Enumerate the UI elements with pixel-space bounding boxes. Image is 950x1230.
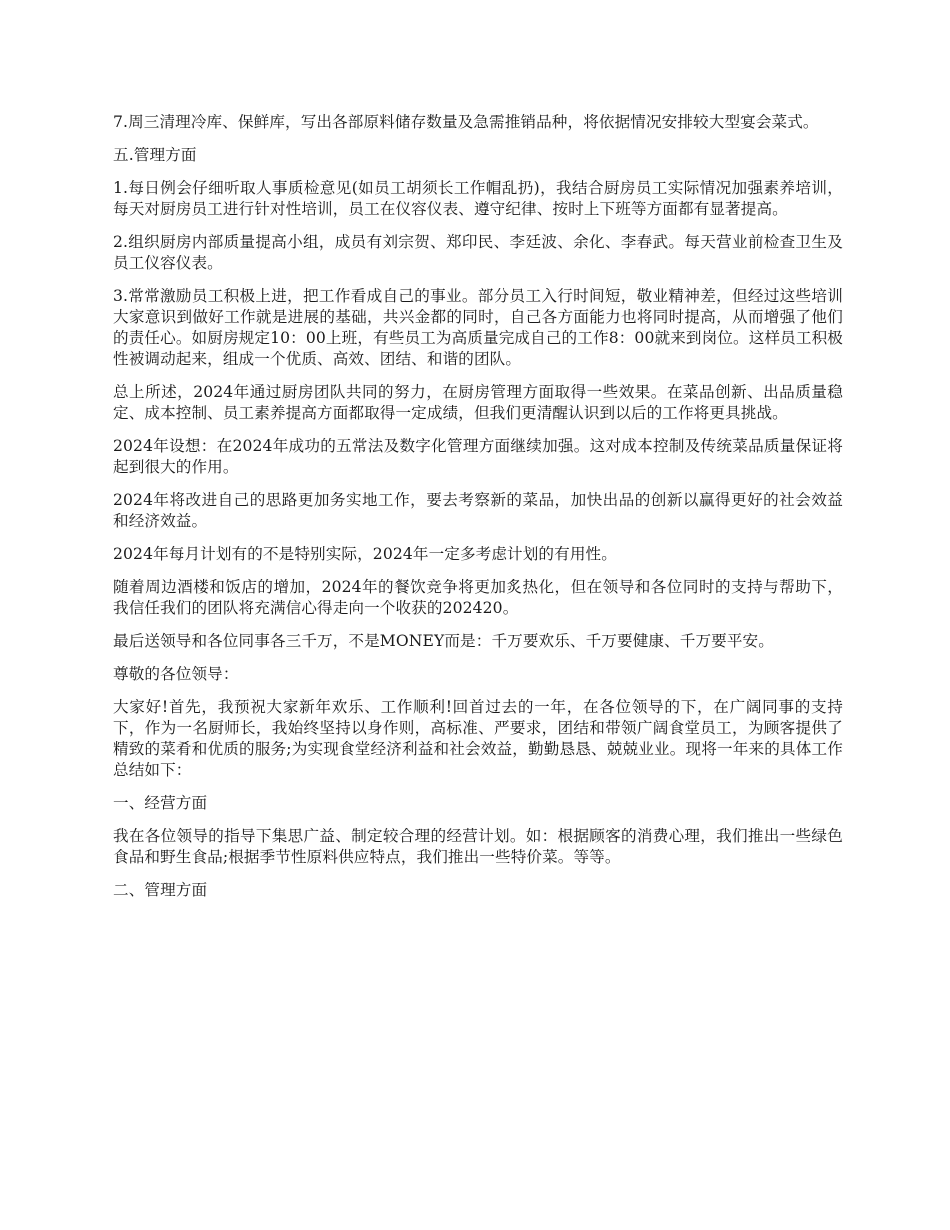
paragraph-operations-plan: 我在各位领导的指导下集思广益、制定较合理的经营计划。如：根据顾客的消费心理，我们推出一些绿色食品和野生食品;根据季节性原料供应特点，我们推出一些特价菜。等等。 <box>113 827 843 866</box>
paragraph-item-3-motivation: 3.常常激励员工积极上进，把工作看成自己的事业。部分员工入行时间短，敬业精神差，但经过这些培训大家意识到做好工作就是进展的基础，共兴金都的同时，自己各方面能力也将同时提高，从而增强了他们的责任心。如厨房规定10：00上班，有些员工为高质量完成自己的工作8：00就来到岗位。这样员工积极性被调动起来，组成一个优质、高效、团结、和谐的团队。 <box>113 287 843 368</box>
paragraph-competition: 随着周边酒楼和饭店的增加，2024年的餐饮竞争将更加炙热化，但在领导和各位同时的支持与帮助下，我信任我们的团队将充满信心得走向一个收获的202420。 <box>113 578 843 617</box>
paragraph-item-2-quality-group: 2.组织厨房内部质量提高小组，成员有刘宗贺、郑印民、李廷波、余化、李春武。每天营业前检查卫生及员工仪容仪表。 <box>113 233 843 272</box>
section-heading-operations: 一、经营方面 <box>113 794 208 812</box>
section-heading-management-2: 二、管理方面 <box>113 881 208 899</box>
paragraph-improve-2024: 2024年将改进自己的思路更加务实地工作，要去考察新的菜品，加快出品的创新以赢得更好的社会效益和经济效益。 <box>113 491 843 530</box>
paragraph-summary: 总上所述，2024年通过厨房团队共同的努力，在厨房管理方面取得一些效果。在菜品创新、出品质量稳定、成本控制、员工素养提高方面都取得一定成绩，但我们更清醒认识到以后的工作将更具挑战。 <box>113 383 843 422</box>
paragraph-plan-2024: 2024年设想：在2024年成功的五常法及数字化管理方面继续加强。这对成本控制及传统菜品质量保证将起到很大的作用。 <box>113 437 843 476</box>
salutation: 尊敬的各位领导： <box>113 665 239 683</box>
paragraph-introduction: 大家好!首先，我预祝大家新年欢乐、工作顺利!回首过去的一年，在各位领导的下，在广阔同事的支持下，作为一名厨师长，我始终坚持以身作则，高标准、严要求，团结和带领广阔食堂员工，为顾客提供了精致的菜肴和优质的服务;为实现食堂经济利益和社会效益，勤勤恳恳、兢兢业业。现将一年来的具体工作总结如下： <box>113 698 843 779</box>
paragraph-item-7-cold-storage: 7.周三清理冷库、保鲜库，写出各部原料储存数量及急需推销品种，将依据情况安排较大型宴会菜式。 <box>113 113 819 131</box>
section-heading-management-5: 五.管理方面 <box>113 146 197 164</box>
document-body <box>113 112 843 913</box>
paragraph-closing-wishes: 最后送领导和各位同事各三千万，不是MONEY而是：千万要欢乐、千万要健康、千万要平安。 <box>113 632 774 650</box>
paragraph-item-1-daily-meeting: 1.每日例会仔细听取人事质检意见(如员工胡须长工作帽乱扔)，我结合厨房员工实际情况加强素养培训，每天对厨房员工进行针对性培训，员工在仪容仪表、遵守纪律、按时上下班等方面都有显著提高。 <box>113 179 843 218</box>
paragraph-monthly-plan: 2024年每月计划有的不是特别实际，2024年一定多考虑计划的有用性。 <box>113 545 617 563</box>
